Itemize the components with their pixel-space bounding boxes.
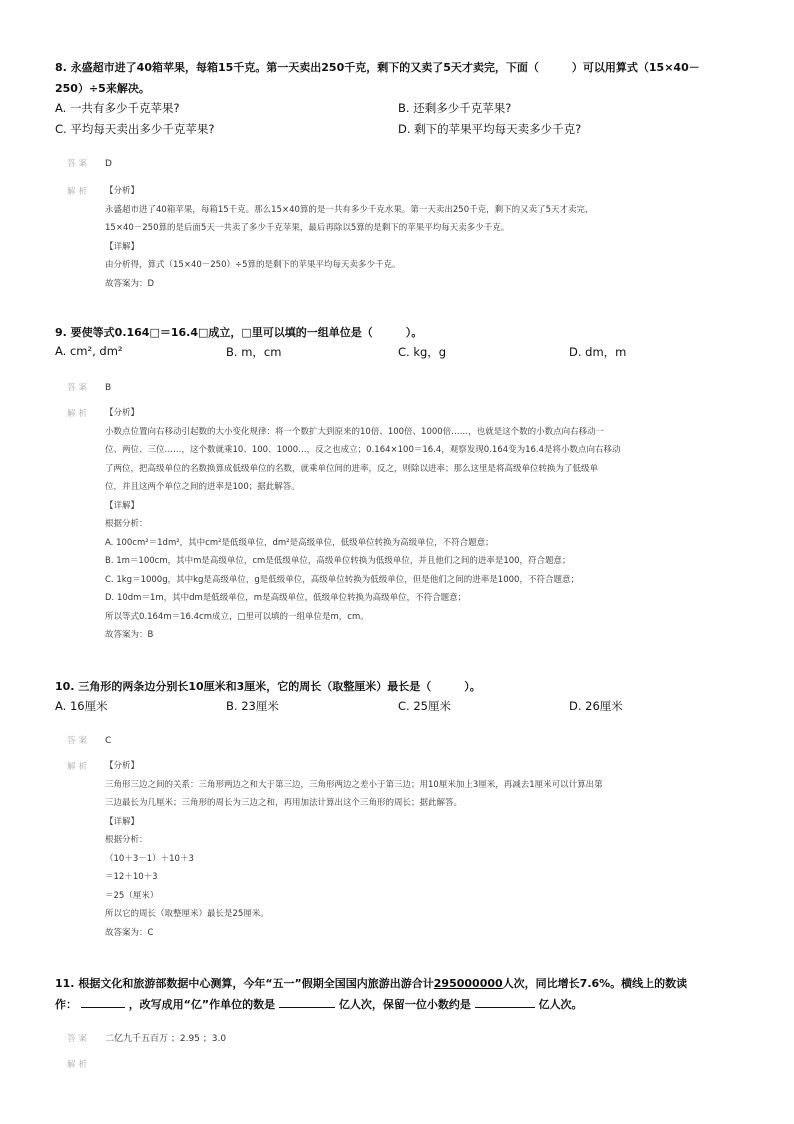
question-stem-line: 10. 三角形的两条边分别长10厘米和3厘米，它的周长（取整厘米）最长是（ ）。 <box>55 680 481 693</box>
analysis-line: 【分析】 <box>105 408 140 418</box>
question-11 <box>55 973 745 1073</box>
analysis-line: 【分析】 <box>105 186 140 196</box>
answer-blank-2[interactable] <box>279 996 335 1008</box>
analysis-line: 位、两位、三位……，这个数就乘10、100、1000…，反之也成立；0.164×100＝16.4，观察发现0.164变为16.4是将小数点向右移动 <box>105 445 621 455</box>
option-b[interactable]: B. m，cm <box>226 345 282 359</box>
analysis-line: B. 1m＝100cm，其中m是高级单位，cm是低级单位，高级单位转换为低级单位，并且他们之间的进率是100，符合题意； <box>105 556 571 566</box>
analysis-line: 【分析】 <box>105 761 140 771</box>
answer-label: 答案 <box>67 383 91 393</box>
question-stem-line <box>55 994 745 1015</box>
analysis-line: 三边最长为几厘米；三角形的周长为三边之和，再用加法计算出这个三角形的周长；据此解答。 <box>105 798 463 808</box>
answer-label: 答案 <box>67 1034 91 1044</box>
stem-text: 亿人次。 <box>538 998 583 1011</box>
option-a[interactable]: A. 16厘米 <box>55 699 108 713</box>
stem-text: 亿人次，保留一位小数约是 <box>338 998 471 1011</box>
analysis-line: 所以它的周长（取整厘米）最长是25厘米。 <box>105 909 269 919</box>
answer-value: 二亿九千五百万 ；2.95 ；3.0 <box>105 1034 227 1044</box>
question-stem-line: 250）÷5来解决。 <box>55 82 150 95</box>
question-stem-line <box>55 973 745 994</box>
analysis-line: 故答案为：C <box>105 927 154 938</box>
analysis-line: 所以等式0.164m＝16.4cm成立，□里可以填的一组单位是m，cm。 <box>105 611 369 622</box>
analysis-line: 了两位，把高级单位的名数换算成低级单位的名数，就乘单位间的进率，反之，则除以进率；那么这里是将高级单位转换为了低级单 <box>105 463 599 474</box>
analysis-line: C. 1kg＝1000g，其中kg是高级单位，g是低级单位，高级单位转换为低级单位，但是他们之间的进率是1000，不符合题意； <box>105 574 579 585</box>
analysis-line: 故答案为：B <box>105 630 154 640</box>
analysis-label: 解析 <box>67 409 91 419</box>
stem-text: 人次，同比增长7.6%。横线上的数读 <box>502 977 688 990</box>
analysis-line: 故答案为：D <box>105 278 155 289</box>
answer-row <box>55 382 745 396</box>
options-row <box>55 121 745 140</box>
option-a[interactable]: A. cm², dm² <box>55 344 123 358</box>
analysis-line: ＝12＋10＋3 <box>105 872 158 882</box>
option-b[interactable]: B. 还剩多少千克苹果? <box>398 101 512 115</box>
question-stem-line: 9. 要使等式0.164□＝16.4□成立，□里可以填的一组单位是（ ）。 <box>55 326 423 339</box>
option-c[interactable]: C. 平均每天卖出多少千克苹果? <box>55 122 215 136</box>
analysis-line: 永盛超市进了40箱苹果，每箱15千克。那么15×40算的是一共有多少千克水果。第一天卖出250千克，剩下的又卖了5天才卖完， <box>105 204 594 215</box>
analysis-line: 15×40－250算的是后面5天一共卖了多少千克苹果，最后再除以5算的是剩下的苹果平均每天卖多少千克。 <box>105 223 510 233</box>
analysis-line: 【详解】 <box>105 816 140 827</box>
options-row <box>55 100 745 119</box>
analysis-line: （10＋3－1）＋10＋3 <box>105 853 194 864</box>
underlined-number: 295000000 <box>433 977 503 990</box>
analysis-label: 解析 <box>67 1060 91 1070</box>
analysis-block <box>55 1059 745 1073</box>
question-10 <box>55 676 745 942</box>
answer-label: 答案 <box>67 159 91 169</box>
option-c[interactable]: C. 25厘米 <box>398 699 451 713</box>
option-d[interactable]: D. dm，m <box>569 345 627 359</box>
stem-text: ，改写成用“亿”作单位的数是 <box>128 998 276 1011</box>
answer-blank-1[interactable] <box>81 996 125 1008</box>
analysis-block <box>55 757 745 942</box>
question-stem-line: 8. 永盛超市进了40箱苹果，每箱15千克。第一天卖出250千克，剩下的又卖了5天才卖完，下面（ ）可以用算式（15×40－ <box>55 61 700 74</box>
answer-row <box>55 1033 745 1047</box>
stem-text: 作： <box>55 998 77 1011</box>
answer-blank-3[interactable] <box>475 996 535 1008</box>
option-c[interactable]: C. kg，g <box>398 345 447 359</box>
analysis-line: 【详解】 <box>105 500 140 511</box>
analysis-block <box>55 404 745 645</box>
analysis-line: ＝25（厘米） <box>105 890 159 901</box>
analysis-label: 解析 <box>67 762 91 772</box>
option-a[interactable]: A. 一共有多少千克苹果? <box>55 101 180 115</box>
analysis-line: 小数点位置向右移动引起数的大小变化规律：将一个数扩大到原来的10倍、100倍、1000倍……，也就是这个数的小数点向右移动一 <box>105 426 605 437</box>
analysis-line: 【详解】 <box>105 241 140 252</box>
question-8 <box>55 57 745 293</box>
analysis-label: 解析 <box>67 187 91 197</box>
question-9 <box>55 322 745 645</box>
answer-row <box>55 158 745 172</box>
option-d[interactable]: D. 剩下的苹果平均每天卖多少千克? <box>398 122 582 136</box>
answer-value: D <box>105 159 112 169</box>
analysis-line: D. 10dm＝1m，其中dm是低级单位，m是高级单位，低级单位转换为高级单位，不符合题意； <box>105 593 467 603</box>
analysis-line: 由分析得，算式（15×40－250）÷5算的是剩下的苹果平均每天卖多少千克。 <box>105 260 401 270</box>
option-d[interactable]: D. 26厘米 <box>569 699 623 713</box>
analysis-line: 根据分析： <box>105 519 148 529</box>
answer-value: C <box>105 736 112 746</box>
options-row <box>55 344 745 363</box>
analysis-line: 根据分析： <box>105 835 148 845</box>
analysis-line: 位，并且这两个单位之间的进率是100；据此解答。 <box>105 482 300 492</box>
answer-label: 答案 <box>67 736 91 746</box>
answer-value: B <box>105 383 112 393</box>
answer-row <box>55 735 745 749</box>
stem-text: 11. 根据文化和旅游部数据中心测算，今年“五一”假期全国国内旅游出游合计 <box>55 977 434 990</box>
analysis-line: A. 100cm²＝1dm²，其中cm²是低级单位，dm²是高级单位，低级单位转换为高级单位，不符合题意； <box>105 537 494 548</box>
analysis-line: 三角形三边之间的关系：三角形两边之和大于第三边，三角形两边之差小于第三边；用10厘米加上3厘米，再减去1厘米可以计算出第 <box>105 779 603 790</box>
option-b[interactable]: B. 23厘米 <box>226 699 279 713</box>
options-row <box>55 698 745 717</box>
analysis-block <box>55 182 745 293</box>
